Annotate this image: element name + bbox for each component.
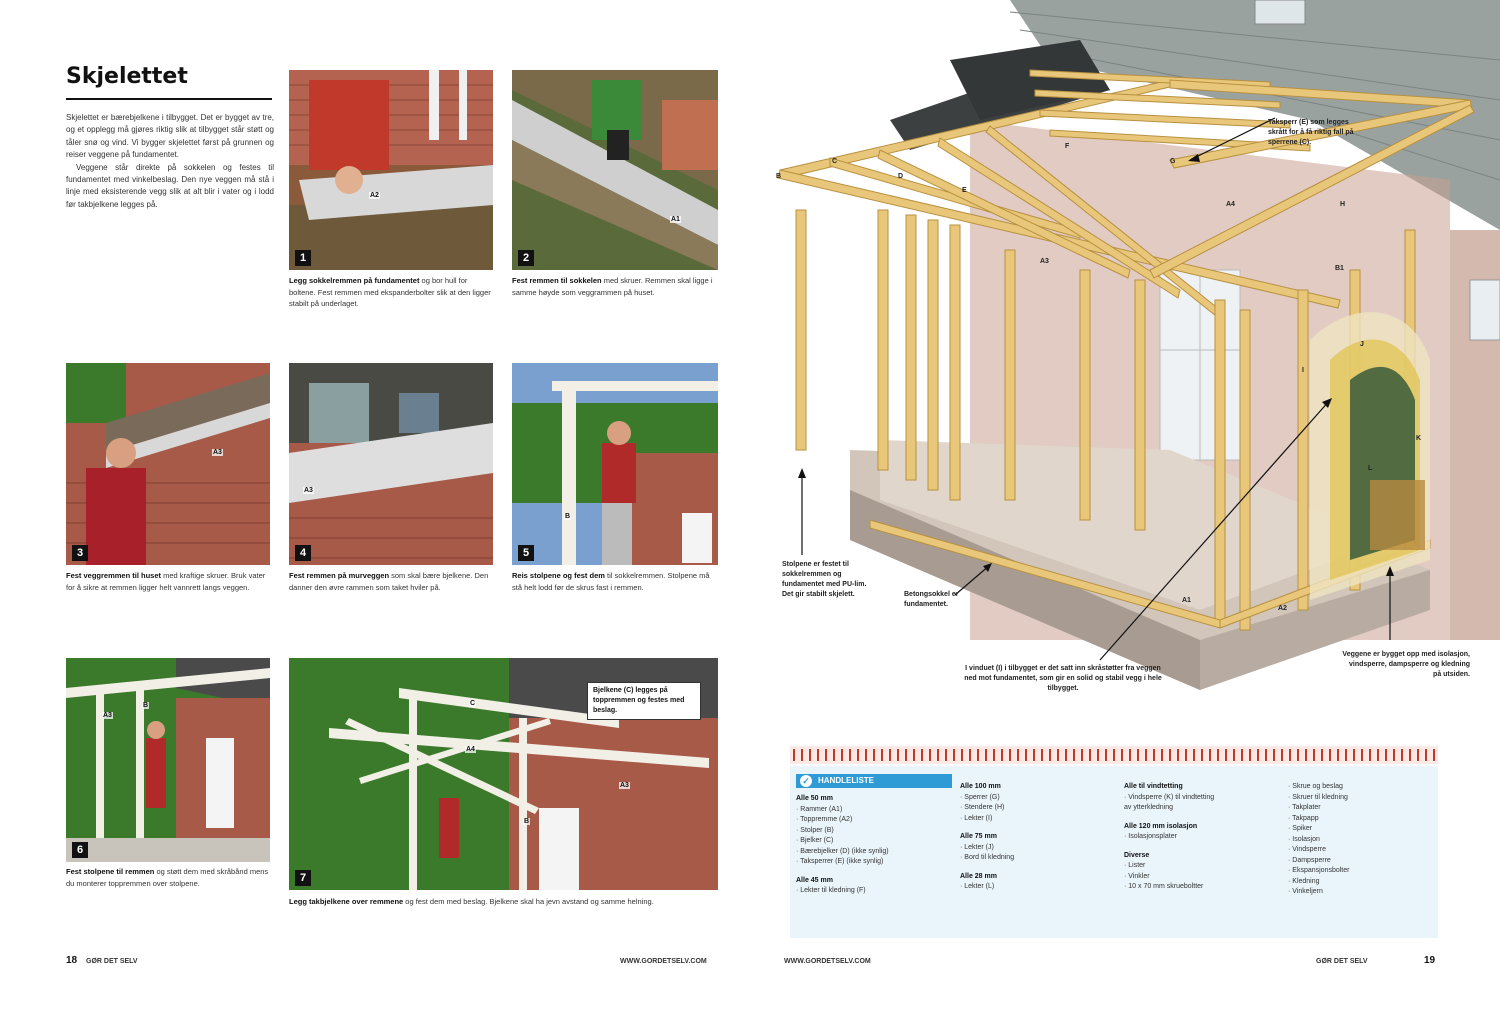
step-number: 5 xyxy=(518,545,534,561)
shopping-item: · Spiker xyxy=(1288,825,1313,832)
diagram-label: I xyxy=(1302,367,1304,374)
shopping-group-title: Alle 120 mm isolasjon xyxy=(1124,822,1198,830)
right-page xyxy=(750,0,1500,1011)
shopping-item: · Bærebjelker (D) (ikke synlig) xyxy=(796,847,889,855)
step-caption-bold: Fest stolpene til remmen xyxy=(66,867,155,876)
step-caption xyxy=(66,570,272,593)
step-number: 1 xyxy=(295,250,311,266)
photo-label: A3 xyxy=(620,782,629,789)
shopping-group-title: Alle 50 mm xyxy=(796,795,833,802)
shopping-item: · Bord til kledning xyxy=(960,854,1015,861)
step-caption-bold: Fest remmen til sokkelen xyxy=(512,276,602,285)
step-number: 6 xyxy=(72,842,88,858)
page-title: Skjelettet xyxy=(66,64,188,89)
decorative-strip xyxy=(790,746,1438,764)
shopping-list-title: HANDLELISTE xyxy=(818,776,874,785)
diagram-label: K xyxy=(1416,435,1422,442)
shopping-item: · Takpapp xyxy=(1288,814,1319,822)
diagram-label: L xyxy=(1368,465,1373,472)
step-caption xyxy=(289,896,718,908)
photo-label: B xyxy=(524,818,530,825)
shopping-item: · Stendere (H) xyxy=(960,804,1005,811)
shopping-item: av ytterkledning xyxy=(1124,804,1174,811)
shopping-item: · Isolasjonsplater xyxy=(1124,833,1177,840)
magazine-name: GØR DET SELV xyxy=(1316,958,1368,965)
shopping-item: · Kledning xyxy=(1288,877,1320,885)
diagram-label: J xyxy=(1360,341,1364,348)
shopping-item: · Isolasjon xyxy=(1288,835,1320,843)
cart-icon: ✓ xyxy=(800,775,812,787)
shopping-column xyxy=(1124,782,1274,893)
step-caption xyxy=(512,570,718,593)
step-caption-bold: Legg takbjelkene over remmene xyxy=(289,897,404,906)
shopping-item: · Toppremme (A2) xyxy=(796,816,853,823)
shopping-item: · Skruer til kledning xyxy=(1288,793,1348,801)
photo-step-1 xyxy=(289,70,493,270)
shopping-group-title: Alle 28 mm xyxy=(960,872,997,880)
shopping-group-title: Alle til vindtetting xyxy=(1124,783,1183,790)
step-caption-text: med skruer. Remmen skal ligge i samme høyde som veggrammen på huset. xyxy=(512,276,713,297)
photo-step-4 xyxy=(289,363,493,565)
photo-label: A3 xyxy=(213,449,222,456)
website-link[interactable]: WWW.GORDETSELV.COM xyxy=(620,958,707,965)
step-caption-bold: Fest veggremmen til huset xyxy=(66,571,162,580)
shopping-column xyxy=(1288,782,1428,898)
shopping-item: · Lekter (I) xyxy=(960,814,993,822)
diagram-label: A3 xyxy=(1040,258,1049,265)
diagram-label: A4 xyxy=(1226,201,1235,208)
step-caption-bold: Legg sokkelremmen på fundamentet xyxy=(289,276,420,285)
photo-label: A4 xyxy=(466,746,475,753)
intro-paragraph: Skjelettet er bærebjelkene i tilbygget. Det er bygget av tre, og et opplegg må gjøres riktig slik at tilbygget står støtt og tåler snø og vind. Vi bygger skjelettet først på grunnen og reiser veggene på fundamentet. xyxy=(66,113,274,160)
photo-label: A3 xyxy=(103,712,112,719)
shopping-item: · Dampsperre xyxy=(1288,856,1331,864)
shopping-item: · 10 x 70 mm skrueboltter xyxy=(1124,883,1204,890)
photo-step-3 xyxy=(66,363,270,565)
shopping-item: · Bjelker (C) xyxy=(796,837,834,844)
intro-text xyxy=(66,112,274,211)
magazine-name: GØR DET SELV xyxy=(86,958,138,965)
diagram-label: D xyxy=(898,173,904,180)
shopping-item: · Lekter (L) xyxy=(960,883,995,890)
step-caption-text: og bor hull for boltene. Fest remmen med ekspanderbolter slik at den ligger stabilt på underlaget. xyxy=(289,276,491,308)
step-number: 4 xyxy=(295,545,311,561)
annotation-wall: Veggene er bygget opp med isolasjon, vindsperre, dampsperre og kledning på utsiden. xyxy=(1342,651,1470,678)
diagram-label: C xyxy=(832,158,838,165)
diagram-label: A1 xyxy=(1182,597,1191,604)
framing-diagram xyxy=(750,0,1500,740)
photo-step-5 xyxy=(512,363,718,565)
step-caption xyxy=(512,275,718,298)
photo-step-7 xyxy=(289,658,718,890)
page-number: 19 xyxy=(1424,955,1436,966)
page-number: 18 xyxy=(66,955,78,966)
step-caption-text: og støtt dem med skråbånd mens du monterer toppremmen over stolpene. xyxy=(66,867,269,888)
shopping-list xyxy=(790,766,1438,938)
diagram-label: B1 xyxy=(1335,265,1344,272)
step-caption-text: med kraftige skruer. Bruk vater for å sikre at remmen ligger helt vannrett langs veggen. xyxy=(66,571,266,592)
shopping-group-title: Diverse xyxy=(1124,851,1150,859)
annotation-foundation: Betongsokkel er fundamentet. xyxy=(904,591,959,608)
shopping-column xyxy=(960,782,1110,893)
shopping-item: · Taksperrer (E) (ikke synlig) xyxy=(796,858,884,865)
shopping-item: · Rammer (A1) xyxy=(796,805,843,813)
website-link[interactable]: WWW.GORDETSELV.COM xyxy=(784,958,871,965)
intro-paragraph: Veggene står direkte på sokkelen og festes til fundamentet med vinkelbeslag. Den nye veggen må stå i linje med eksisterende vegg slik at alt blir i vater og i lodd før takbjelkene legges på. xyxy=(66,162,274,209)
shopping-item: · Sperrer (G) xyxy=(960,793,1000,801)
step-caption xyxy=(289,275,495,310)
shopping-item: · Stolper (B) xyxy=(796,826,834,834)
shopping-item: · Lister xyxy=(1124,862,1146,869)
photo-label: B xyxy=(565,513,571,520)
diagram-label: E xyxy=(962,187,967,194)
step-caption-bold: Fest remmen på murveggen xyxy=(289,571,390,580)
shopping-item: · Vindsperre xyxy=(1288,846,1327,853)
photo-step-6 xyxy=(66,658,270,862)
diagram-label: B xyxy=(776,173,782,180)
photo-step-2 xyxy=(512,70,718,270)
step-caption xyxy=(289,570,495,593)
shopping-list-header xyxy=(796,774,952,788)
photo-label: A2 xyxy=(370,192,379,199)
shopping-group-title: Alle 75 mm xyxy=(960,833,997,840)
shopping-item: · Takplater xyxy=(1288,804,1321,811)
shopping-item: · Vinkeljern xyxy=(1288,888,1323,895)
shopping-item: · Lekter (J) xyxy=(960,843,994,851)
shopping-column xyxy=(796,794,946,897)
shopping-item: · Skrue og beslag xyxy=(1288,783,1343,790)
shopping-item: · Lekter til kledning (F) xyxy=(796,887,866,894)
shopping-group-title: Alle 100 mm xyxy=(960,783,1001,790)
shopping-item: · Vinkler xyxy=(1124,872,1150,880)
step-number: 2 xyxy=(518,250,534,266)
annotation-rafters: Taksperr (E) som legges skrått for å få riktig fall på sperrene (C). xyxy=(1268,119,1354,146)
photo-label: A3 xyxy=(304,487,313,494)
diagram-label: G xyxy=(1170,158,1176,165)
shopping-item: · Vindsperre (K) til vindtetting xyxy=(1124,793,1215,801)
shopping-item: · Ekspansjonsbolter xyxy=(1288,867,1350,874)
annotation-window: I vinduet (I) i tilbygget er det satt inn skråstøtter fra veggen ned mot fundamentet, som gir en solid og stabil vegg i hele tilbygget. xyxy=(964,665,1162,692)
step-caption-bold: Reis stolpene og fest dem xyxy=(512,571,605,580)
shopping-group-title: Alle 45 mm xyxy=(796,876,833,884)
step-caption-text: og fest dem med beslag. Bjelkene skal ha jevn avstand og samme helning. xyxy=(403,897,654,906)
photo-callout: Bjelkene (C) legges på toppremmen og festes med beslag. xyxy=(587,682,701,720)
photo-label: A1 xyxy=(671,216,680,223)
diagram-label: F xyxy=(1065,143,1070,150)
photo-label: B xyxy=(143,702,149,709)
diagram-label: A2 xyxy=(1278,605,1287,612)
step-number: 3 xyxy=(72,545,88,561)
step-caption-text: til sokkelremmen. Stolpene må stå helt lodd før de skrus fast i remmen. xyxy=(512,571,710,592)
photo-label: C xyxy=(470,700,476,707)
annotation-posts: Stolpene er festet til sokkelremmen og fundamentet med PU-lim. Det gir stabilt skjelett. xyxy=(782,561,867,598)
diagram-label: H xyxy=(1340,201,1346,208)
title-rule xyxy=(66,98,272,100)
step-number: 7 xyxy=(295,870,311,886)
step-caption xyxy=(66,866,272,889)
step-caption-text: som skal bære bjelkene. Den danner den øvre rammen som taket hviler på. xyxy=(289,571,489,592)
